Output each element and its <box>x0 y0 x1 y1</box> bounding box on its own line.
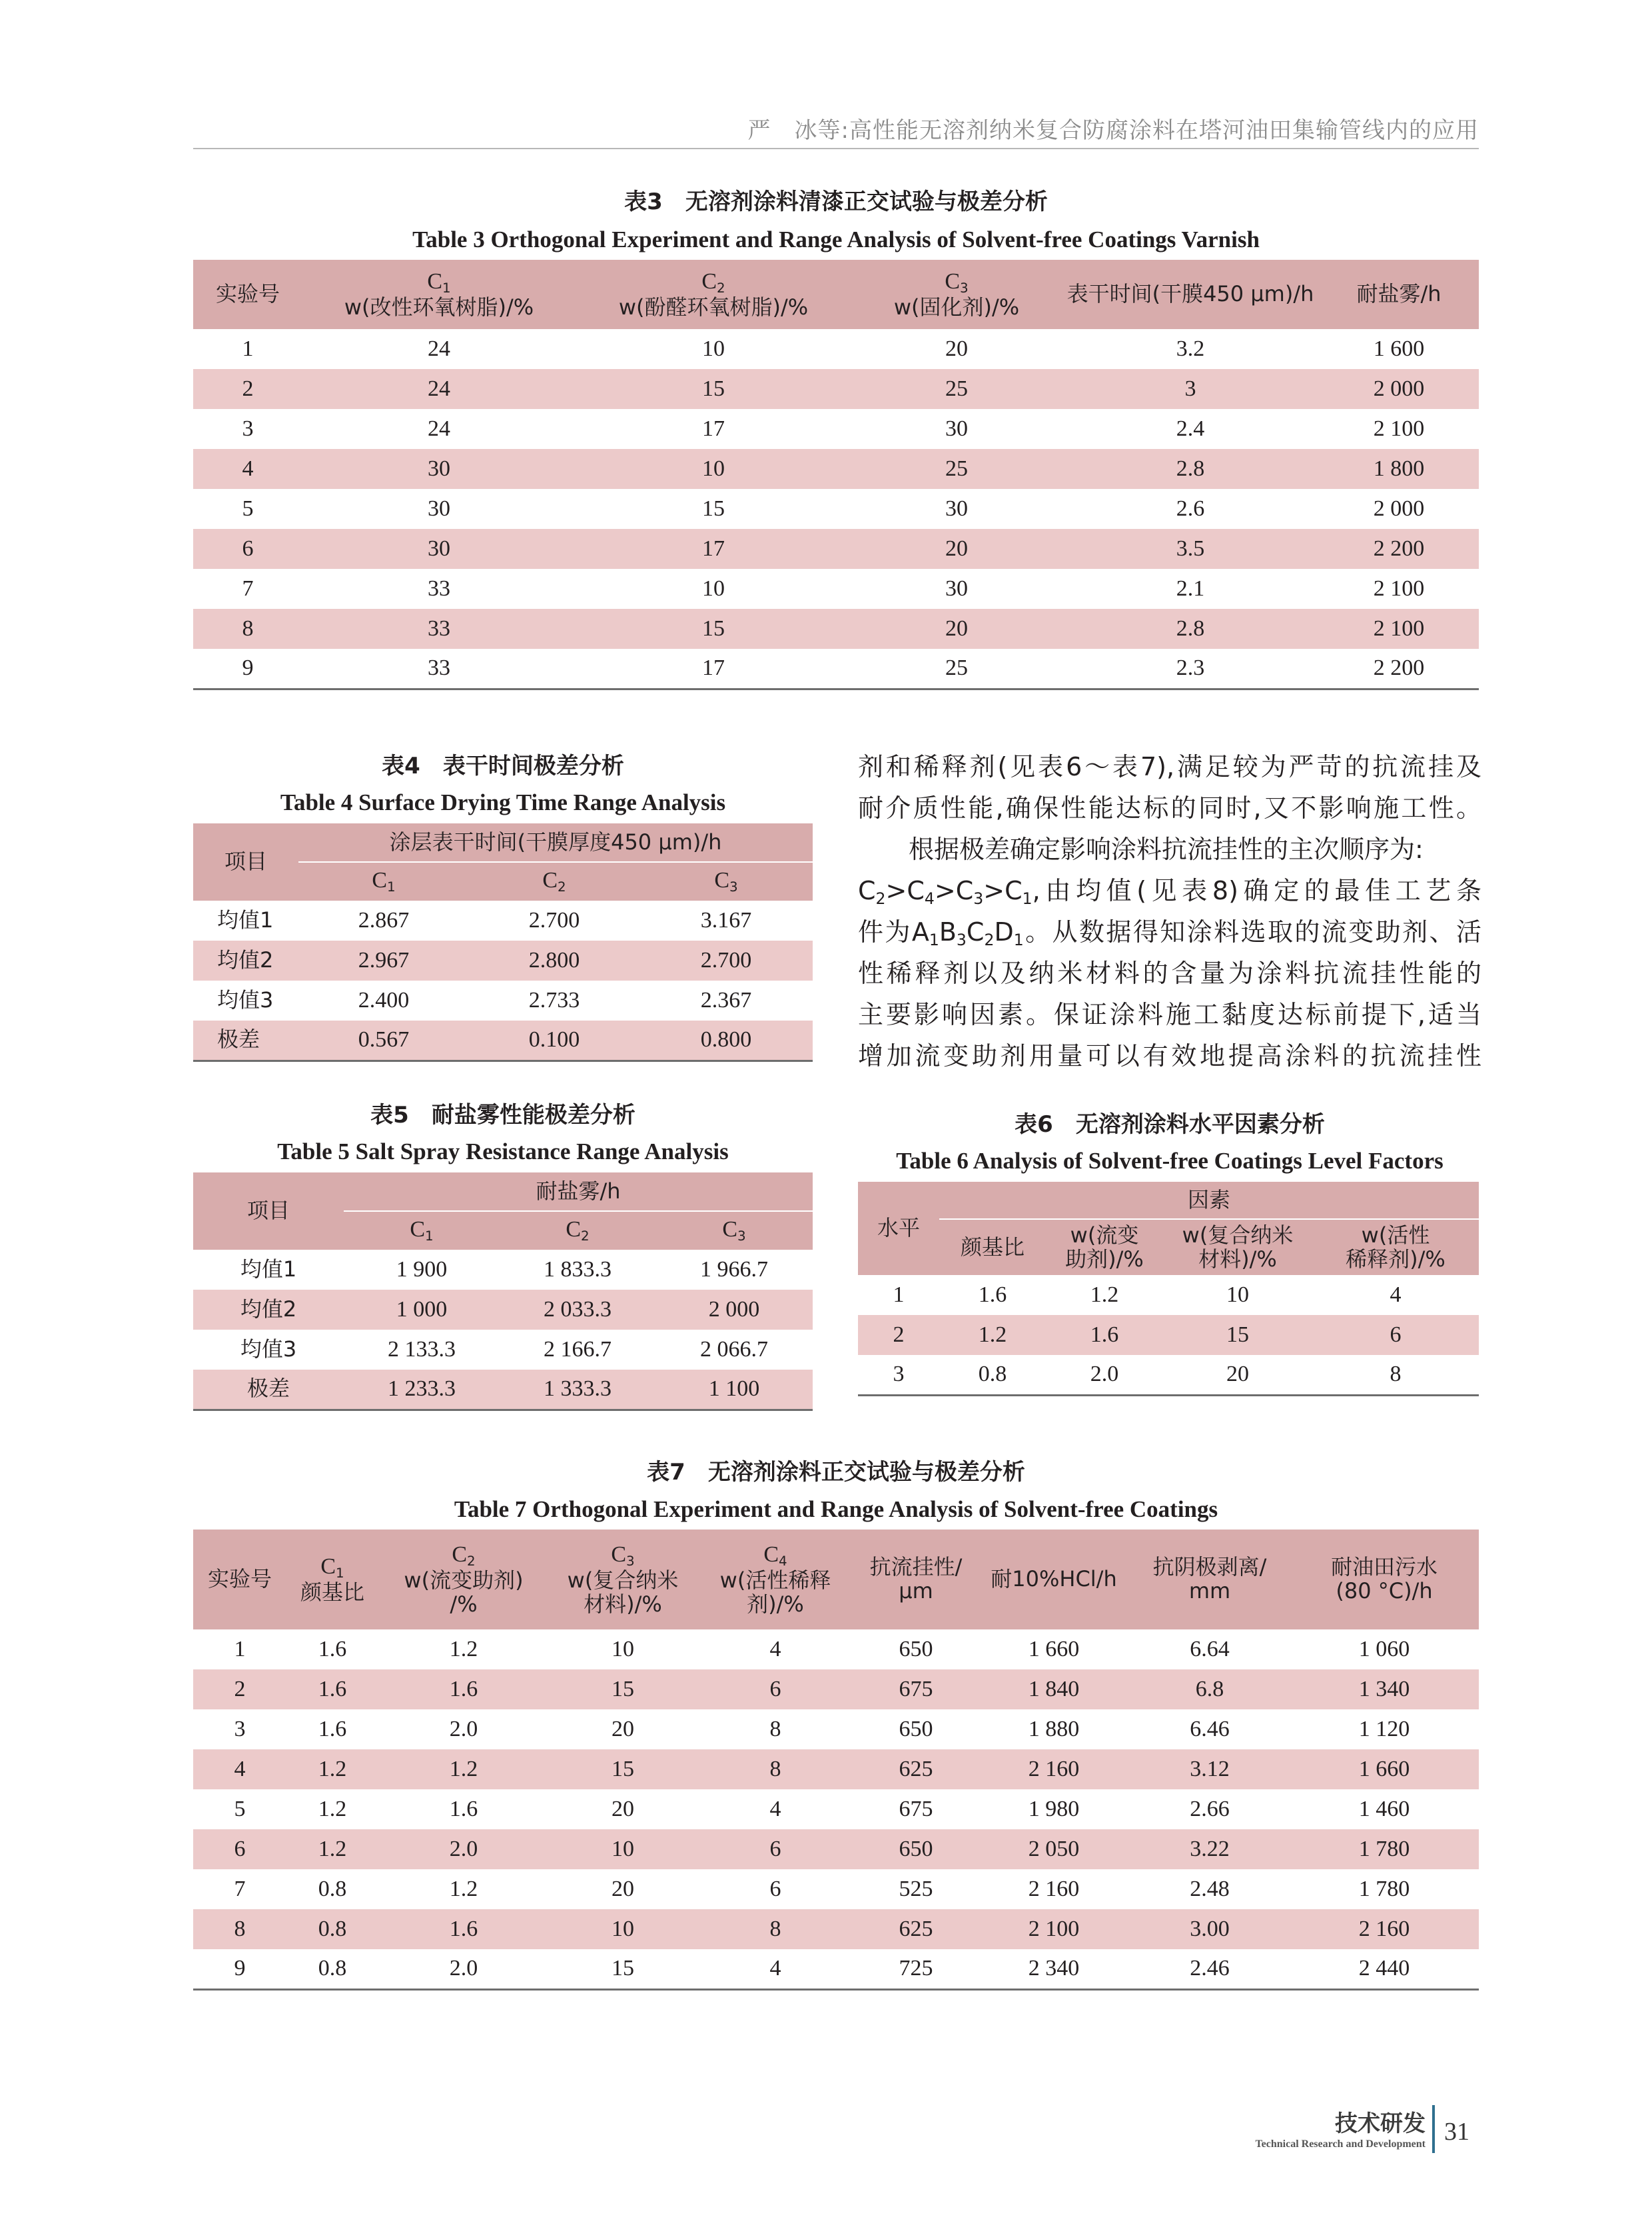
text-line: 根据极差确定影响涂料抗流挂性的主次顺序为: <box>858 835 1424 864</box>
table6-header-rheology: w(流变 助剂)/% <box>1046 1219 1163 1275</box>
table-row: 极差 1 233.3 1 333.3 1 100 <box>193 1370 813 1410</box>
table4-header-c3: $C_3$ <box>639 862 813 901</box>
table6-header-nano: w(复合纳米 材料)/% <box>1163 1219 1312 1275</box>
table-row: 均值1 2.867 2.700 3.167 <box>217 907 752 933</box>
text-line: 性稀释剂以及纳米材料的含量为涂料抗流挂性能的 <box>858 959 1481 988</box>
table7-caption-en: Table 7 Orthogonal Experiment and Range Analysis of Solvent-free Coatings <box>454 1496 1218 1522</box>
table7-header-c2: $C_2$ w(流变助剂) /% <box>378 1530 549 1629</box>
table-row: 1 1.6 1.2 10 4 <box>893 1282 1402 1307</box>
table-row: 5 1.2 1.6 20 4 675 1 980 2.66 1 460 <box>234 1796 1410 1821</box>
table7-header-oil: 耐油田污水 (80 °C)/h <box>1290 1530 1479 1629</box>
text-line: 剂和稀释剂(见表6～表7),满足较为严苛的抗流挂及 <box>858 752 1481 781</box>
text-line: $C_2>C_4>C_3>C_1$,由均值(见表8)确定的最佳工艺条 <box>858 876 1481 909</box>
table5-caption-zh: 表5 耐盐雾性能极差分析 <box>370 1102 635 1128</box>
table7-header-cathodic: 抗阴极剥离/ mm <box>1130 1530 1290 1629</box>
table4-header-c2: $C_2$ <box>469 862 639 901</box>
table6-header-pigment: 颜基比 <box>939 1219 1046 1275</box>
table-row: 9 0.8 2.0 15 4 725 2 340 2.46 2 440 <box>234 1956 1410 1981</box>
table3-caption-en: Table 3 Orthogonal Experiment and Range Analysis of Solvent-free Coatings Varnish <box>412 226 1260 252</box>
table-row: 9 33 17 25 2.3 2 200 <box>242 656 1425 681</box>
table7-header-c3: $C_3$ w(复合纳米 材料)/% <box>549 1530 697 1629</box>
table6-header-diluent: w(活性 稀释剂)/% <box>1312 1219 1479 1275</box>
table-row: 8 33 15 20 2.8 2 100 <box>193 609 1479 649</box>
table-row: 6 30 17 20 3.5 2 200 <box>193 529 1479 569</box>
table-row: 2 1.2 1.6 15 6 <box>858 1315 1479 1355</box>
table-row: 1 1.6 1.2 10 4 650 1 660 6.64 1 060 <box>234 1636 1410 1661</box>
page-number: 31 <box>1444 2118 1469 2146</box>
table5-header-c2: $C_2$ <box>500 1211 655 1250</box>
table6-caption-en: Table 6 Analysis of Solvent-free Coatings Level Factors <box>896 1148 1444 1174</box>
footer-section-en: Technical Research and Development <box>1255 2138 1426 2150</box>
header-rule <box>193 148 1479 149</box>
table3-header-run: 实验号 <box>193 260 302 329</box>
table6-caption-zh: 表6 无溶剂涂料水平因素分析 <box>1015 1111 1325 1138</box>
table3 <box>193 260 1479 690</box>
table5-header-item: 项目 <box>193 1172 344 1250</box>
table3-header-c3: $C_3$ w(固化剂)/% <box>851 260 1062 329</box>
text-line: 耐介质性能,确保性能达标的同时,又不影响施工性。 <box>858 793 1481 823</box>
table7 <box>193 1530 1479 1991</box>
table-row: 8 0.8 1.6 10 8 625 2 100 3.00 2 160 <box>193 1909 1479 1949</box>
footer-divider <box>1432 2105 1435 2153</box>
table-row: 4 1.2 1.2 15 8 625 2 160 3.12 1 660 <box>193 1749 1479 1789</box>
table-row: 极差 0.567 0.100 0.800 <box>193 1021 813 1061</box>
table4-header-group: 涂层表干时间(干膜厚度450 μm)/h <box>298 823 813 862</box>
table-row: 2 24 15 25 3 2 000 <box>193 369 1479 409</box>
table-row: 均值1 1 900 1 833.3 1 966.7 <box>240 1256 768 1282</box>
table-row: 6 1.2 2.0 10 6 650 2 050 3.22 1 780 <box>193 1829 1479 1869</box>
table-row: 均值2 2.967 2.800 2.700 <box>193 941 813 981</box>
text-line: 增加流变助剂用量可以有效地提高涂料的抗流挂性 <box>858 1041 1481 1071</box>
table-row: 均值2 1 000 2 033.3 2 000 <box>193 1290 813 1330</box>
table3-header-c1: $C_1$ w(改性环氧树脂)/% <box>302 260 576 329</box>
table4 <box>193 823 813 1062</box>
table3-header-c2: $C_2$ w(酚醛环氧树脂)/% <box>576 260 851 329</box>
table-row: 均值3 2.400 2.733 2.367 <box>217 987 752 1013</box>
table3-header-salt-spray: 耐盐雾/h <box>1319 260 1479 329</box>
table-row: 均值3 2 133.3 2 166.7 2 066.7 <box>240 1336 768 1362</box>
table7-header-run: 实验号 <box>193 1530 286 1629</box>
table5-header-c1: $C_1$ <box>344 1211 500 1250</box>
table3-caption-zh: 表3 无溶剂涂料清漆正交试验与极差分析 <box>624 189 1048 215</box>
table4-caption-en: Table 4 Surface Drying Time Range Analysis <box>280 789 726 815</box>
table3-header-dry-time: 表干时间(干膜450 μm)/h <box>1062 260 1319 329</box>
table6-header-level: 水平 <box>858 1182 939 1275</box>
table7-header-hcl: 耐10%HCl/h <box>978 1530 1130 1629</box>
table-row: 3 0.8 2.0 20 8 <box>893 1362 1402 1387</box>
table5 <box>193 1172 813 1411</box>
text-line: 件为$A_1B_3C_2D_1$。从数据得知涂料选取的流变助剂、活 <box>858 917 1481 950</box>
table6 <box>858 1182 1479 1396</box>
table-row: 3 24 17 30 2.4 2 100 <box>242 416 1425 441</box>
table4-header-c1: $C_1$ <box>298 862 469 901</box>
table7-header-sag: 抗流挂性/ μm <box>854 1530 978 1629</box>
table6-header-group: 因素 <box>939 1182 1479 1219</box>
running-title: 严 冰等:高性能无溶剂纳米复合防腐涂料在塔河油田集输管线内的应用 <box>747 117 1479 144</box>
table-row: 3 1.6 2.0 20 8 650 1 880 6.46 1 120 <box>234 1716 1410 1741</box>
footer-section-zh: 技术研发 <box>1335 2110 1426 2137</box>
table-row: 1 24 10 20 3.2 1 600 <box>242 336 1425 361</box>
table5-caption-en: Table 5 Salt Spray Resistance Range Analysis <box>277 1138 729 1164</box>
table7-header-c1: $C_1$ 颜基比 <box>286 1530 378 1629</box>
table-row: 7 33 10 30 2.1 2 100 <box>242 576 1425 601</box>
table7-header-c4: $C_4$ w(活性稀释 剂)/% <box>697 1530 854 1629</box>
table5-header-c3: $C_3$ <box>655 1211 813 1250</box>
table-row: 7 0.8 1.2 20 6 525 2 160 2.48 1 780 <box>234 1876 1410 1901</box>
body-paragraph <box>858 746 1481 1077</box>
text-line: 主要影响因素。保证涂料施工黏度达标前提下,适当 <box>858 1000 1481 1029</box>
table4-caption-zh: 表4 表干时间极差分析 <box>382 753 624 779</box>
table-row: 4 30 10 25 2.8 1 800 <box>193 449 1479 489</box>
table7-caption-zh: 表7 无溶剂涂料正交试验与极差分析 <box>647 1459 1025 1486</box>
table-row: 5 30 15 30 2.6 2 000 <box>242 496 1425 521</box>
table-row: 2 1.6 1.6 15 6 675 1 840 6.8 1 340 <box>193 1669 1479 1709</box>
table4-header-item: 项目 <box>193 823 298 901</box>
table5-header-group: 耐盐雾/h <box>344 1172 813 1211</box>
